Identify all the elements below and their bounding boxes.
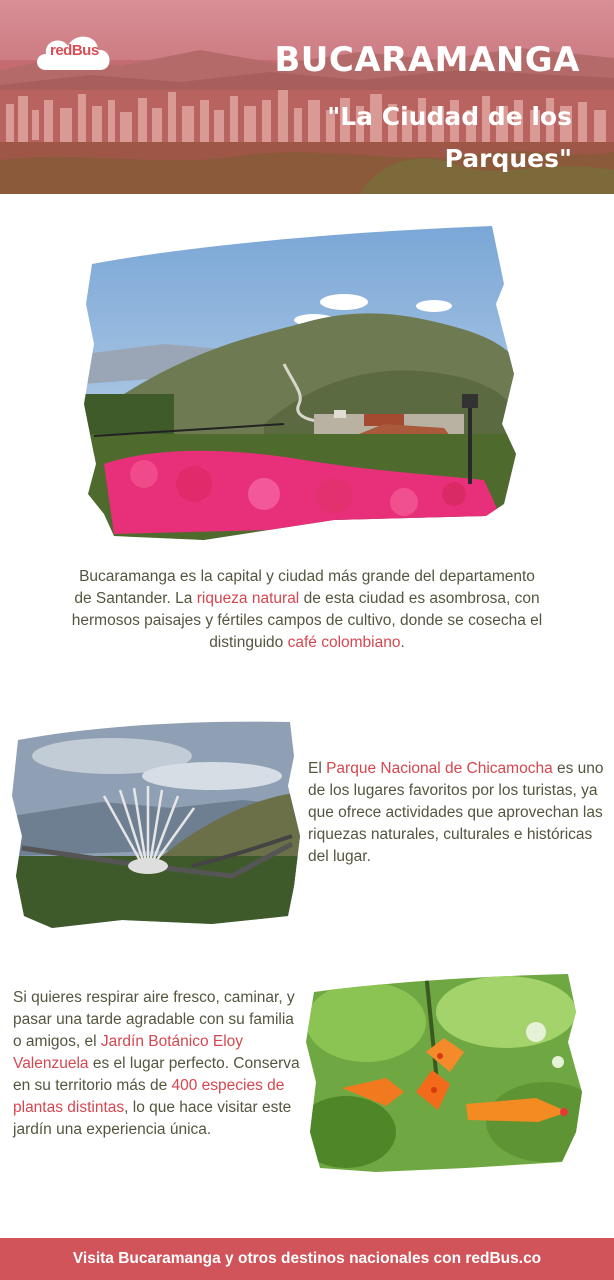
- redbus-logo-text: redBus: [50, 42, 99, 59]
- intro-text-2: de esta ciudad es asombrosa, con hermosos paisajes y fértiles campos de cultivo, donde se cosecha el distinguido: [71, 590, 543, 651]
- monument-image: [12, 716, 302, 930]
- footer-text: Visita Bucaramanga y otros destinos nacionales con redBus.co: [72, 1250, 542, 1267]
- footer-banner: [0, 1238, 614, 1280]
- mountain-view-image: [84, 224, 520, 544]
- jardin-highlight-especies: 400 especies de plantas distintas: [13, 1077, 285, 1116]
- jardin-paragraph: [13, 987, 303, 1141]
- chicamocha-highlight-park: Parque Nacional de Chicamocha: [326, 760, 553, 777]
- jardin-text-2: es el lugar perfecto. Conserva en su territorio más de: [13, 1055, 300, 1094]
- header-banner: [0, 0, 614, 194]
- intro-text-3: .: [400, 634, 405, 651]
- flower-image: [306, 972, 586, 1172]
- chicamocha-text-2: es uno de los lugares favoritos por los turistas, ya que ofrece actividades que aprovechan las riquezas naturales, culturales e históricas del lugar.: [308, 760, 604, 865]
- chicamocha-paragraph: [308, 758, 604, 868]
- page-subtitle: "La Ciudad de los Parques": [327, 102, 572, 173]
- intro-highlight-riqueza: riqueza natural: [196, 590, 300, 607]
- intro-paragraph: [70, 566, 544, 654]
- page-title: BUCARAMANGA: [274, 40, 580, 80]
- jardin-highlight-botanico: Jardín Botánico Eloy Valenzuela: [13, 1033, 244, 1072]
- jardin-text-1: Si quieres respirar aire fresco, caminar, y pasar una tarde agradable con su familia o amigos, el: [13, 989, 295, 1050]
- jardin-text-3: , lo que hace visitar este jardín una experiencia única.: [13, 1099, 292, 1138]
- intro-text-1: Bucaramanga es la capital y ciudad más grande del departamento de Santander. La: [74, 568, 535, 607]
- intro-highlight-cafe: café colombiano: [287, 634, 401, 651]
- chicamocha-text-1: El: [308, 760, 327, 777]
